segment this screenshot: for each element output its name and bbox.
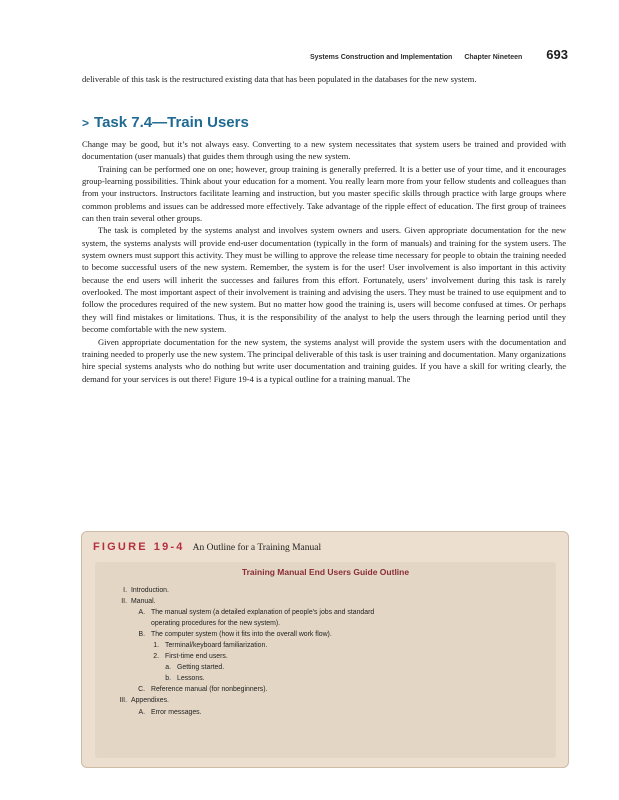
outline-item-number: III. [119, 697, 127, 705]
figure-title: An Outline for a Training Manual [192, 543, 322, 553]
outline-item-number: b. [165, 675, 171, 683]
outline-item-number: 1. [153, 642, 159, 650]
outline-item-number: 2. [153, 653, 159, 661]
outline-item-text: Terminal/keyboard familiarization. [165, 642, 268, 650]
outline-item-text: Getting started. [177, 664, 225, 672]
outline-item [95, 695, 556, 706]
outline-panel [95, 562, 556, 758]
body-text [82, 138, 566, 385]
outline-list [95, 585, 556, 718]
outline-item [95, 629, 556, 640]
intro-block [82, 73, 566, 85]
figure-label: FIGURE [93, 541, 148, 553]
page-number: 693 [546, 47, 568, 62]
outline-title: Training Manual End Users Guide Outline [241, 567, 410, 577]
outline-item-number: a. [165, 664, 171, 672]
outline-item-number: B. [138, 631, 145, 639]
outline-item [95, 662, 556, 673]
outline-item [95, 651, 556, 662]
outline-item-text: Reference manual (for nonbeginners). [151, 686, 268, 694]
outline-item [95, 596, 556, 607]
outline-item-text: The manual system (a detailed explanation of people’s jobs and standard [151, 609, 375, 617]
outline-item-text: operating procedures for the new system). [151, 620, 281, 628]
outline-item-text: Appendixes. [131, 697, 169, 705]
outline-item-number: II. [121, 598, 127, 606]
page-header [80, 47, 568, 65]
outline-item-number: A. [138, 708, 145, 716]
outline-item-text: Introduction. [131, 587, 169, 594]
paragraph-1: Change may be good, but it’s not always easy. Converting to a new system necessitates that system users be trained and provided with documentation (user manuals) that guides them through using the new system. [82, 139, 566, 162]
heading-arrow-icon: > [82, 116, 90, 130]
section-title: Task 7.4—Train Users [94, 114, 249, 131]
outline-item-text: Manual. [131, 598, 156, 606]
paragraph-4: Given appropriate documentation for the new system, the systems analyst will provide the system users with the documentation and training needed to properly use the new system. The principal deliverable of this task is user training and documentation. Many organizations hire special systems analysts who do nothing but write user documentation and training guides. If you have a skill for writing clearly, the demand for your services is out there! Figure 19-4 is a typical outline for a training manual. The [82, 336, 566, 384]
figure-number: 19-4 [153, 541, 185, 553]
outline-item-number: A. [138, 609, 145, 617]
outline-item-number: I. [123, 587, 127, 594]
figure-box [81, 531, 569, 768]
section-heading [82, 114, 249, 131]
intro-paragraph: deliverable of this task is the restructured existing data that has been populated in the databases for the new system. [82, 74, 477, 84]
outline-item [95, 673, 556, 684]
running-title: Systems Construction and Implementation [309, 54, 453, 61]
outline-item [95, 585, 556, 596]
outline-item-text: The computer system (how it fits into the overall work flow). [151, 631, 332, 639]
chapter-label: Chapter Nineteen [464, 54, 523, 61]
paragraph-3: The task is completed by the systems analyst and involves system owners and users. Given appropriate documentation for the new system, the systems analysts will provide end-user documentation (typically in the form of manuals) and training for the system users. The system owners must support this activity. They must be willing to approve the release time necessary for people to obtain the training needed to become successful users of the new system. Remember, the system is for the user! User involvement is also important in this activity because the end users will inherit the successes and failures from this effort. Fortunately, users’ involvement during this task is rarely overlooked. The most important aspect of their involvement is training and advising the users. They must be trained to use equipment and to follow the procedures required of the new system. But no matter how good the training is, users will become confused at times. Or perhaps they will find mistakes or limitations. Thus, it is the responsibility of the analyst to help the users through the learning period until they become comfortable with the new system. [82, 225, 566, 335]
outline-item-text: First-time end users. [165, 653, 228, 661]
header-right [310, 47, 568, 62]
outline-item [95, 618, 556, 629]
figure-caption [93, 541, 321, 553]
outline-item [95, 607, 556, 618]
outline-item-number: C. [138, 686, 145, 694]
outline-item-text: Lessons. [177, 675, 205, 683]
outline-item [95, 707, 556, 718]
outline-item [95, 640, 556, 651]
outline-item-text: Error messages. [151, 708, 202, 716]
outline-item [95, 684, 556, 695]
paragraph-2: Training can be performed one on one; however, group training is generally preferred. It is a better use of your time, and it encourages group-learning possibilities. Think about your education for a moment. You really learn more from your fellow students and colleagues than from your instructors. Instructors facilitate learning and instruction, but you master specific skills through practice with large groups where common problems and issues can be addressed more effectively. Take advantage of the ripple effect of education. The first group of trainees can then train several other groups. [82, 163, 566, 224]
